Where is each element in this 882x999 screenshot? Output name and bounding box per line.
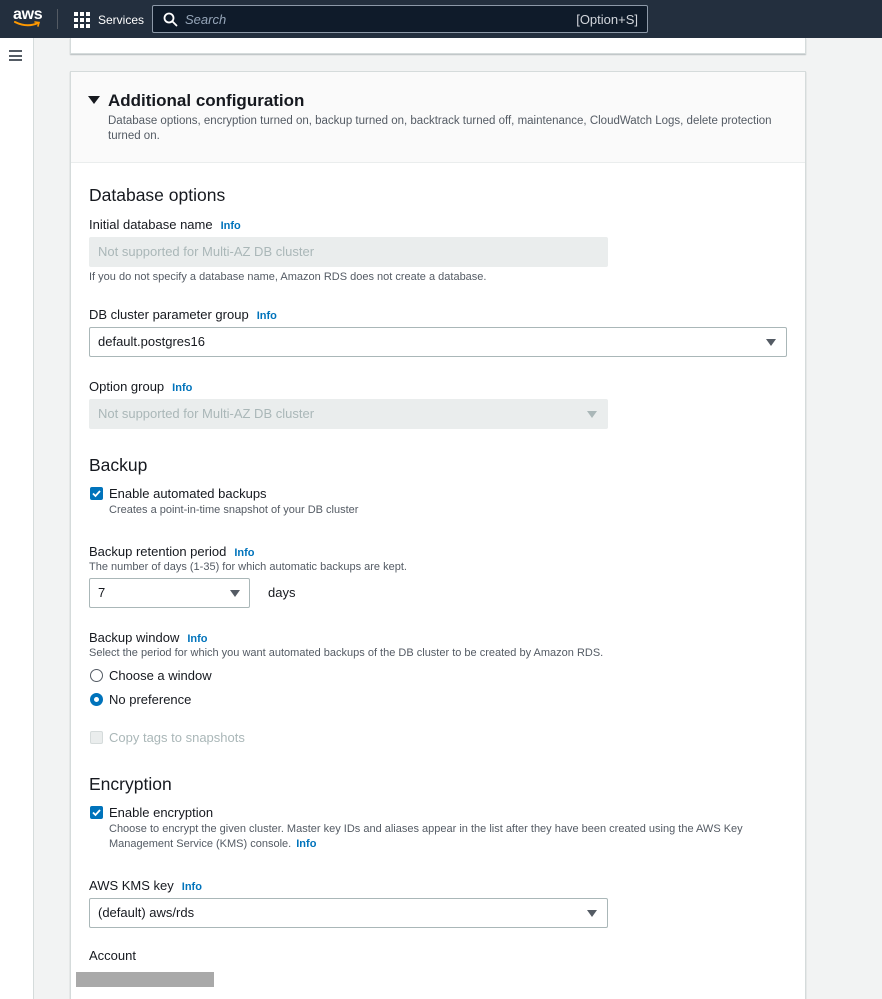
caret-down-icon (766, 339, 776, 346)
initial-db-name-input[interactable]: Not supported for Multi-AZ DB cluster (89, 237, 608, 267)
expandable-section-header[interactable] (71, 72, 805, 163)
choose-window-label[interactable]: Choose a window (109, 668, 212, 683)
account-label: Account (89, 948, 136, 963)
initial-db-name-label-row (89, 216, 241, 234)
kms-key-select[interactable] (89, 898, 608, 928)
choose-window-radio[interactable] (90, 669, 103, 682)
no-preference-radio[interactable] (90, 693, 103, 706)
caret-down-icon (587, 411, 597, 418)
retention-label: Backup retention period (89, 544, 227, 559)
backup-window-info-link[interactable]: Info (187, 633, 208, 645)
additional-configuration-panel (70, 71, 806, 999)
initial-db-name-label: Initial database name (89, 217, 213, 232)
caret-down-icon (230, 590, 240, 597)
enable-encryption-label[interactable]: Enable encryption (109, 805, 214, 820)
redacted-account-value (76, 972, 214, 987)
enable-encryption-checkbox[interactable] (90, 806, 103, 819)
enable-encryption-hint-line2-row (109, 838, 316, 850)
backup-heading: Backup (89, 455, 148, 475)
option-group-value: Not supported for Multi-AZ DB cluster (98, 406, 315, 421)
enable-encryption-hint-line2: Management Service (KMS) console. (109, 838, 292, 850)
check-icon (91, 488, 102, 499)
kms-key-label: AWS KMS key (89, 878, 174, 893)
enable-encryption-hint-line1: Choose to encrypt the given cluster. Master key IDs and aliases appear in the list after they have been created using the AWS Key (109, 823, 743, 835)
aws-logo-text: aws (13, 6, 43, 23)
search-input[interactable] (152, 5, 648, 33)
search-shortcut: [Option+S] (576, 12, 638, 27)
retention-label-row (89, 543, 254, 561)
backup-window-label-row (89, 629, 208, 647)
no-preference-label[interactable]: No preference (109, 692, 192, 707)
aws-smile-icon (14, 21, 42, 28)
parameter-group-info-link[interactable]: Info (256, 310, 277, 322)
retention-hint: The number of days (1-35) for which automatic backups are kept. (89, 561, 407, 573)
parameter-group-select[interactable] (89, 327, 787, 357)
encryption-heading: Encryption (89, 774, 172, 794)
services-menu-button[interactable] (74, 11, 144, 29)
services-label: Services (98, 13, 145, 27)
check-icon (91, 807, 102, 818)
kms-key-value: (default) aws/rds (98, 905, 195, 920)
retention-value: 7 (98, 585, 106, 600)
copy-tags-label[interactable]: Copy tags to snapshots (109, 730, 245, 745)
section-title[interactable]: Additional configuration (108, 91, 305, 110)
copy-tags-checkbox[interactable] (90, 731, 103, 744)
enable-backups-hint: Creates a point-in-time snapshot of your DB cluster (109, 504, 359, 516)
search-placeholder: Search (185, 12, 227, 27)
database-options-heading: Database options (89, 185, 226, 205)
option-group-label-row (89, 378, 192, 396)
initial-db-name-info-link[interactable]: Info (220, 220, 241, 232)
option-group-info-link[interactable]: Info (172, 382, 193, 394)
parameter-group-value: default.postgres16 (98, 334, 205, 349)
side-navigation-rail (0, 38, 34, 999)
parameter-group-label: DB cluster parameter group (89, 307, 249, 322)
caret-down-icon (587, 910, 597, 917)
search-icon (163, 12, 178, 27)
section-description: Database options, encryption turned on, backup turned on, backtrack turned off, maintenance, CloudWatch Logs, delete protection turned on. (108, 115, 772, 142)
grid-icon (74, 12, 90, 28)
kms-key-info-link[interactable]: Info (181, 881, 202, 893)
menu-icon[interactable] (9, 50, 22, 61)
kms-console-info-link[interactable]: Info (296, 838, 317, 850)
previous-panel (70, 38, 806, 54)
retention-select[interactable] (89, 578, 250, 608)
nav-divider (57, 9, 58, 29)
option-group-label: Option group (89, 379, 165, 394)
retention-info-link[interactable]: Info (234, 547, 255, 559)
enable-backups-checkbox[interactable] (90, 487, 103, 500)
kms-key-label-row (89, 877, 202, 895)
parameter-group-label-row (89, 306, 277, 324)
backup-window-hint: Select the period for which you want automated backups of the DB cluster to be created by Amazon RDS. (89, 647, 604, 659)
aws-logo[interactable] (13, 6, 43, 30)
option-group-select[interactable] (89, 399, 608, 429)
caret-down-icon[interactable] (88, 96, 100, 104)
backup-window-label: Backup window (89, 630, 180, 645)
initial-db-name-hint: If you do not specify a database name, Amazon RDS does not create a database. (89, 271, 487, 283)
top-navigation (0, 0, 882, 38)
retention-unit: days (268, 585, 296, 600)
enable-backups-label[interactable]: Enable automated backups (109, 486, 267, 501)
